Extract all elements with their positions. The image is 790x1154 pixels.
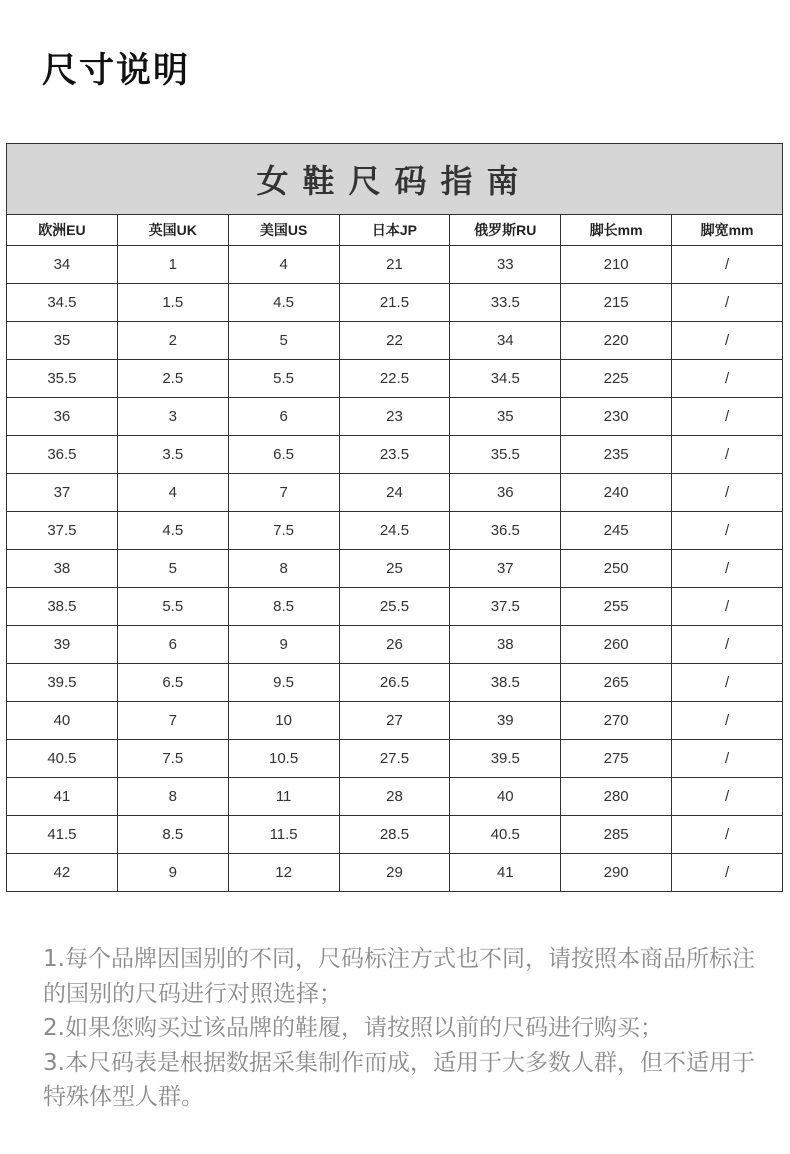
table-row: [7, 664, 783, 702]
cell-us: 11: [228, 778, 339, 816]
table-row: [7, 322, 783, 360]
cell-foot-length: 210: [561, 246, 672, 284]
cell-uk: 4: [117, 474, 228, 512]
table-row: [7, 702, 783, 740]
cell-ru: 36.5: [450, 512, 561, 550]
cell-us: 6: [228, 398, 339, 436]
cell-jp: 26.5: [339, 664, 450, 702]
cell-jp: 28: [339, 778, 450, 816]
cell-uk: 4.5: [117, 512, 228, 550]
cell-eu: 35.5: [7, 360, 118, 398]
header-foot-length: 脚长mm: [561, 215, 672, 246]
cell-eu: 34: [7, 246, 118, 284]
cell-us: 7: [228, 474, 339, 512]
cell-eu: 36.5: [7, 436, 118, 474]
cell-ru: 35: [450, 398, 561, 436]
cell-ru: 40.5: [450, 816, 561, 854]
cell-jp: 22.5: [339, 360, 450, 398]
cell-eu: 39.5: [7, 664, 118, 702]
cell-jp: 23.5: [339, 436, 450, 474]
size-guide-table-container: [6, 143, 783, 892]
table-row: [7, 284, 783, 322]
cell-foot-width: /: [672, 664, 783, 702]
cell-eu: 42: [7, 854, 118, 892]
cell-jp: 22: [339, 322, 450, 360]
header-eu: 欧洲EU: [7, 215, 118, 246]
cell-foot-length: 290: [561, 854, 672, 892]
table-row: [7, 474, 783, 512]
cell-uk: 3.5: [117, 436, 228, 474]
cell-jp: 25: [339, 550, 450, 588]
cell-foot-length: 220: [561, 322, 672, 360]
cell-foot-length: 225: [561, 360, 672, 398]
table-title: 女鞋尺码指南: [7, 144, 783, 215]
page-title: 尺寸说明: [42, 51, 191, 91]
cell-eu: 37.5: [7, 512, 118, 550]
cell-ru: 33: [450, 246, 561, 284]
table-row: [7, 512, 783, 550]
cell-ru: 39: [450, 702, 561, 740]
cell-ru: 36: [450, 474, 561, 512]
cell-foot-length: 235: [561, 436, 672, 474]
cell-us: 5: [228, 322, 339, 360]
cell-jp: 23: [339, 398, 450, 436]
cell-us: 4: [228, 246, 339, 284]
cell-foot-width: /: [672, 474, 783, 512]
table-header-row: [7, 215, 783, 246]
note-1: 1.每个品牌因国别的不同，尺码标注方式也不同，请按照本商品所标注的国别的尺码进行对照选择；: [43, 946, 755, 1007]
size-guide-table: [6, 143, 783, 892]
header-us: 美国US: [228, 215, 339, 246]
cell-foot-width: /: [672, 398, 783, 436]
cell-ru: 40: [450, 778, 561, 816]
cell-foot-length: 255: [561, 588, 672, 626]
cell-eu: 41: [7, 778, 118, 816]
cell-eu: 37: [7, 474, 118, 512]
cell-foot-width: /: [672, 284, 783, 322]
cell-uk: 9: [117, 854, 228, 892]
cell-foot-length: 240: [561, 474, 672, 512]
cell-foot-width: /: [672, 360, 783, 398]
cell-uk: 8: [117, 778, 228, 816]
cell-us: 11.5: [228, 816, 339, 854]
cell-foot-length: 250: [561, 550, 672, 588]
header-foot-width: 脚宽mm: [672, 215, 783, 246]
cell-jp: 26: [339, 626, 450, 664]
cell-uk: 3: [117, 398, 228, 436]
cell-uk: 2: [117, 322, 228, 360]
cell-eu: 41.5: [7, 816, 118, 854]
cell-foot-width: /: [672, 778, 783, 816]
cell-foot-length: 275: [561, 740, 672, 778]
cell-foot-width: /: [672, 740, 783, 778]
cell-us: 5.5: [228, 360, 339, 398]
cell-ru: 38: [450, 626, 561, 664]
cell-uk: 8.5: [117, 816, 228, 854]
cell-us: 10.5: [228, 740, 339, 778]
cell-foot-width: /: [672, 550, 783, 588]
cell-uk: 7.5: [117, 740, 228, 778]
cell-us: 8: [228, 550, 339, 588]
cell-ru: 35.5: [450, 436, 561, 474]
cell-us: 9.5: [228, 664, 339, 702]
note-2: 2.如果您购买过该品牌的鞋履，请按照以前的尺码进行购买；: [43, 1015, 663, 1041]
table-row: [7, 626, 783, 664]
cell-uk: 6.5: [117, 664, 228, 702]
cell-foot-width: /: [672, 588, 783, 626]
cell-jp: 27: [339, 702, 450, 740]
cell-jp: 21.5: [339, 284, 450, 322]
cell-ru: 33.5: [450, 284, 561, 322]
cell-uk: 5: [117, 550, 228, 588]
cell-foot-length: 280: [561, 778, 672, 816]
cell-jp: 21: [339, 246, 450, 284]
cell-eu: 40: [7, 702, 118, 740]
cell-foot-length: 270: [561, 702, 672, 740]
cell-eu: 35: [7, 322, 118, 360]
cell-ru: 37: [450, 550, 561, 588]
table-row: [7, 740, 783, 778]
cell-us: 6.5: [228, 436, 339, 474]
cell-uk: 1: [117, 246, 228, 284]
cell-eu: 39: [7, 626, 118, 664]
cell-jp: 25.5: [339, 588, 450, 626]
header-uk: 英国UK: [117, 215, 228, 246]
cell-eu: 34.5: [7, 284, 118, 322]
cell-foot-length: 245: [561, 512, 672, 550]
cell-uk: 7: [117, 702, 228, 740]
table-row: [7, 550, 783, 588]
cell-uk: 6: [117, 626, 228, 664]
cell-foot-length: 230: [561, 398, 672, 436]
cell-foot-length: 215: [561, 284, 672, 322]
cell-ru: 34: [450, 322, 561, 360]
cell-eu: 38: [7, 550, 118, 588]
size-notes: [43, 942, 763, 1115]
cell-jp: 24: [339, 474, 450, 512]
cell-jp: 24.5: [339, 512, 450, 550]
cell-us: 10: [228, 702, 339, 740]
cell-foot-width: /: [672, 702, 783, 740]
cell-jp: 28.5: [339, 816, 450, 854]
cell-foot-width: /: [672, 322, 783, 360]
cell-foot-length: 285: [561, 816, 672, 854]
cell-foot-width: /: [672, 626, 783, 664]
cell-us: 4.5: [228, 284, 339, 322]
table-row: [7, 778, 783, 816]
table-row: [7, 436, 783, 474]
cell-jp: 27.5: [339, 740, 450, 778]
cell-ru: 34.5: [450, 360, 561, 398]
table-body: [7, 246, 783, 892]
cell-foot-width: /: [672, 816, 783, 854]
cell-uk: 1.5: [117, 284, 228, 322]
cell-ru: 38.5: [450, 664, 561, 702]
cell-us: 8.5: [228, 588, 339, 626]
cell-foot-length: 265: [561, 664, 672, 702]
table-row: [7, 816, 783, 854]
table-row: [7, 360, 783, 398]
cell-eu: 38.5: [7, 588, 118, 626]
cell-foot-width: /: [672, 512, 783, 550]
cell-ru: 39.5: [450, 740, 561, 778]
table-row: [7, 588, 783, 626]
cell-us: 9: [228, 626, 339, 664]
cell-uk: 2.5: [117, 360, 228, 398]
cell-ru: 41: [450, 854, 561, 892]
cell-foot-width: /: [672, 854, 783, 892]
table-row: [7, 246, 783, 284]
cell-eu: 40.5: [7, 740, 118, 778]
cell-foot-length: 260: [561, 626, 672, 664]
cell-foot-width: /: [672, 436, 783, 474]
cell-eu: 36: [7, 398, 118, 436]
header-jp: 日本JP: [339, 215, 450, 246]
cell-jp: 29: [339, 854, 450, 892]
table-row: [7, 854, 783, 892]
cell-ru: 37.5: [450, 588, 561, 626]
cell-us: 7.5: [228, 512, 339, 550]
cell-uk: 5.5: [117, 588, 228, 626]
header-ru: 俄罗斯RU: [450, 215, 561, 246]
cell-foot-width: /: [672, 246, 783, 284]
cell-us: 12: [228, 854, 339, 892]
table-row: [7, 398, 783, 436]
note-3: 3.本尺码表是根据数据采集制作而成，适用于大多数人群，但不适用于特殊体型人群。: [43, 1049, 755, 1110]
